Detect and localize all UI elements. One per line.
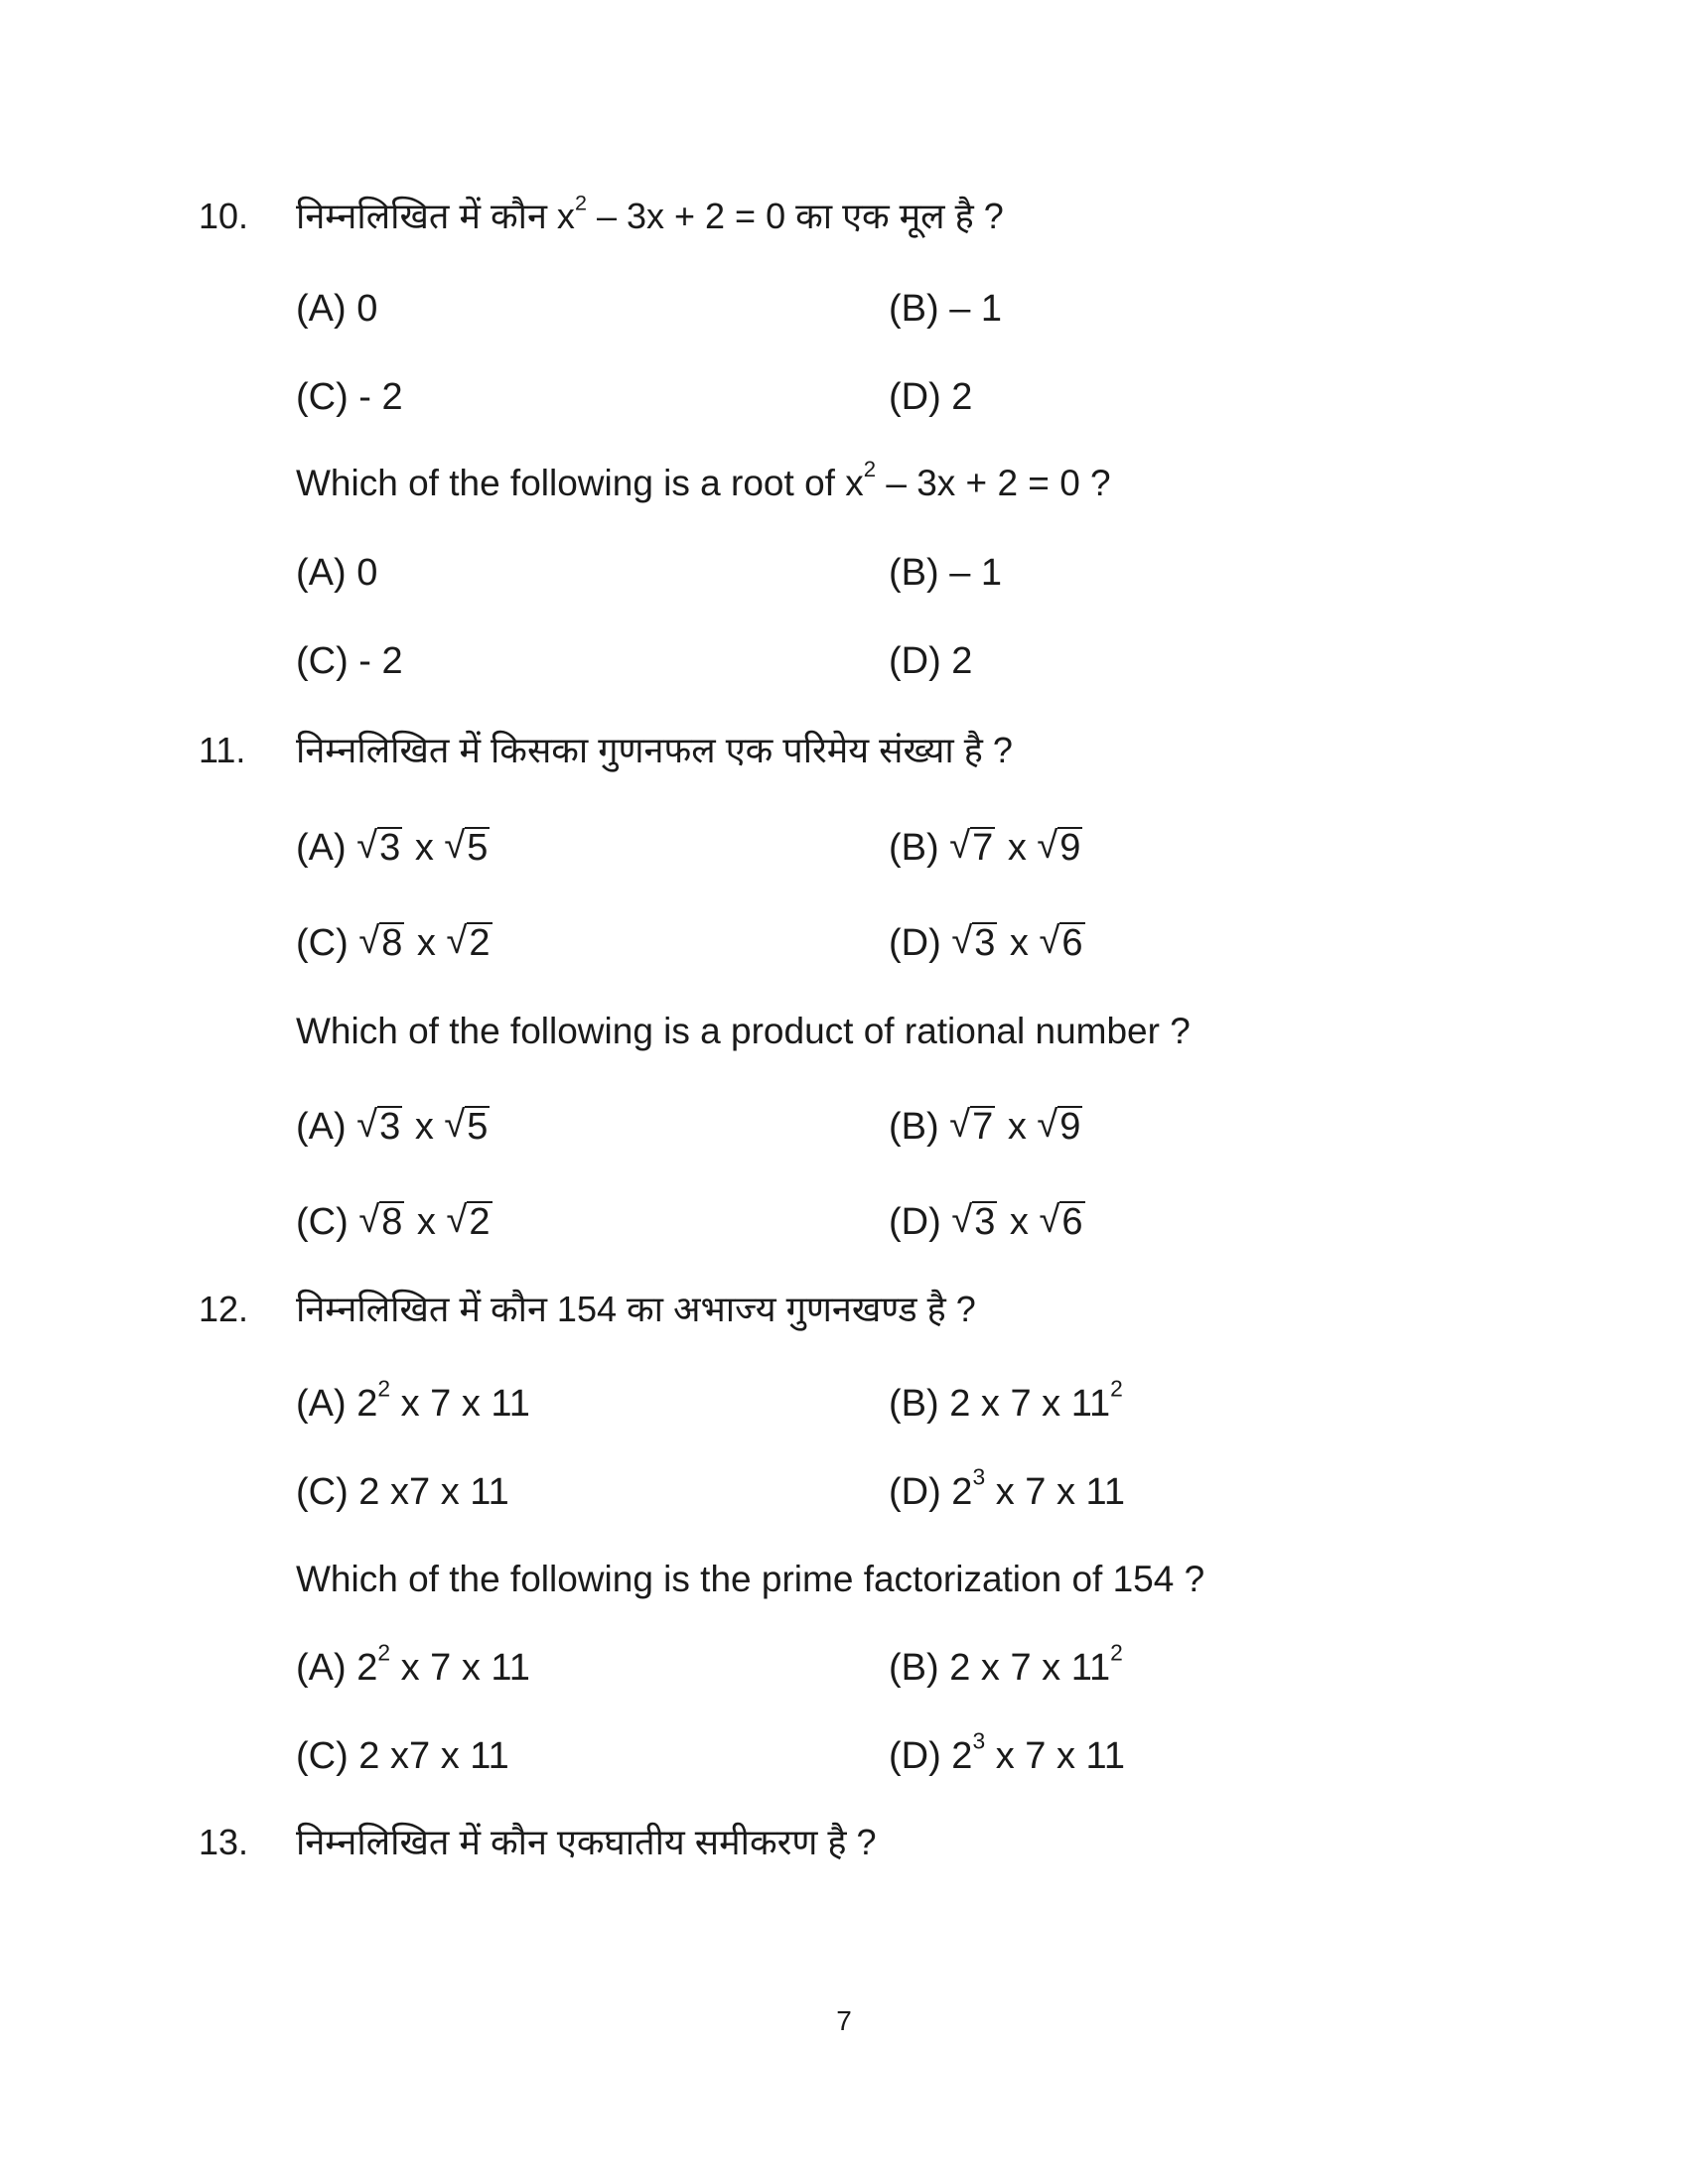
option-a: (A) $2^2$ x 7 x 11 [296, 1639, 530, 1689]
option-b: (B) 2 x 7 x $11^2$ [889, 1375, 1123, 1425]
sqrt-symbol: √ 8 [358, 920, 404, 966]
option-a: (A) 0 [296, 288, 378, 330]
question-text-hindi: निम्नलिखित में कौन 154 का अभाज्य गुणनखण्ड है ? [296, 1289, 976, 1329]
option-c: (C) 2 x7 x 11 [296, 1735, 509, 1777]
page-number: 7 [836, 2005, 852, 2036]
option-b: (B) √ 7 x √ 9 [889, 825, 1084, 871]
question-number: 10. [199, 196, 249, 236]
option-b: (B) – 1 [889, 552, 1003, 594]
option-a: (A) 0 [296, 552, 378, 594]
option-d: (D) √ 3 x √ 6 [889, 1199, 1087, 1245]
option-c: (C) - 2 [296, 376, 403, 418]
option-b: (B) – 1 [889, 288, 1003, 330]
sqrt-symbol: √ 3 [356, 825, 402, 871]
sqrt-symbol: √ 7 [949, 1104, 995, 1150]
option-d: (D) 2 [889, 640, 973, 682]
option-c: (C) √ 8 x √ 2 [296, 1199, 494, 1245]
question-number: 13. [199, 1822, 249, 1862]
option-a: (A) $2^2$ x 7 x 11 [296, 1375, 530, 1425]
sqrt-symbol: √ 5 [444, 1104, 490, 1150]
option-b: (B) √ 7 x √ 9 [889, 1104, 1084, 1150]
option-d: (D) 2 [889, 376, 973, 418]
question-text-english: Which of the following is a product of rational number ? [296, 1011, 1191, 1051]
sqrt-symbol: √ 3 [951, 1199, 997, 1245]
option-c: (C) - 2 [296, 640, 403, 682]
question-text-english: Which of the following is the prime factorization of 154 ? [296, 1559, 1205, 1599]
option-d: (D) √ 3 x √ 6 [889, 920, 1087, 966]
sqrt-symbol: √ 3 [356, 1104, 402, 1150]
sqrt-symbol: √ 2 [446, 920, 492, 966]
question-text-hindi: निम्नलिखित में कौन $x^2 - 3x + 2 = 0$ का एक मूल है ? [296, 190, 1004, 236]
question-number: 11. [199, 730, 246, 770]
sqrt-symbol: √ 9 [1037, 825, 1082, 871]
option-a: (A) √ 3 x √ 5 [296, 825, 492, 871]
question-text-hindi: निम्नलिखित में कौन एकघातीय समीकरण है ? [296, 1822, 877, 1862]
sqrt-symbol: √ 2 [446, 1199, 492, 1245]
question-text-hindi: निम्नलिखित में किसका गुणनफल एक परिमेय संख्या है ? [296, 730, 1013, 770]
sqrt-symbol: √ 3 [951, 920, 997, 966]
sqrt-symbol: √ 6 [1039, 1199, 1084, 1245]
option-a: (A) √ 3 x √ 5 [296, 1104, 492, 1150]
sqrt-symbol: √ 5 [444, 825, 490, 871]
option-d: (D) $2^3$ x 7 x 11 [889, 1727, 1125, 1777]
sqrt-symbol: √ 9 [1037, 1104, 1082, 1150]
question-text-english: Which of the following is a root of $x^2 - 3x + 2 = 0$ ? [296, 457, 1111, 503]
sqrt-symbol: √ 6 [1039, 920, 1084, 966]
option-c: (C) 2 x7 x 11 [296, 1471, 509, 1513]
question-number: 12. [199, 1289, 249, 1329]
option-b: (B) 2 x 7 x $11^2$ [889, 1639, 1123, 1689]
sqrt-symbol: √ 8 [358, 1199, 404, 1245]
option-c: (C) √ 8 x √ 2 [296, 920, 494, 966]
option-d: (D) $2^3$ x 7 x 11 [889, 1463, 1125, 1513]
sqrt-symbol: √ 7 [949, 825, 995, 871]
